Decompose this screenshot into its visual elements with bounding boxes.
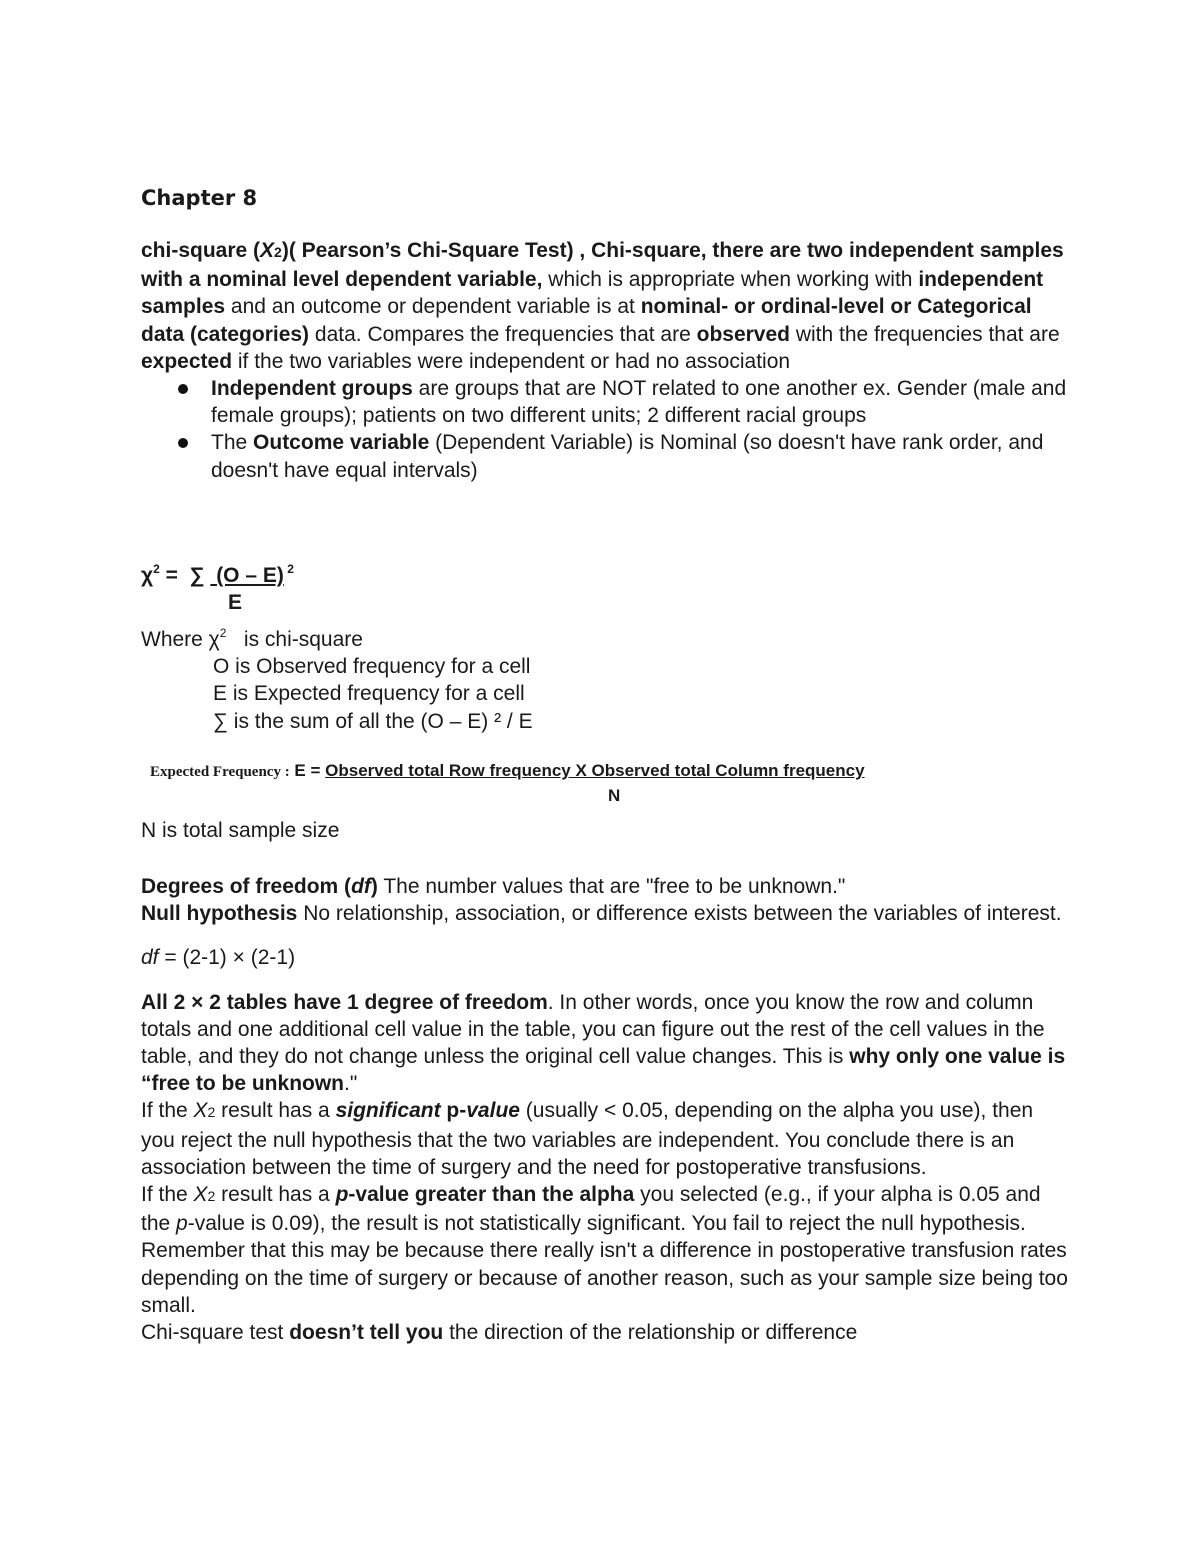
sig-text-1: If the: [141, 1099, 194, 1123]
intro-text-3: data. Compares the frequencies that are: [309, 322, 697, 346]
ns-p-italic: p: [335, 1183, 349, 1207]
df-eq-text: = (2-1) × (2-1): [158, 946, 296, 970]
lower-section: [141, 873, 1071, 1346]
df-text: The number values that are "free to be unknown.": [377, 875, 846, 898]
intro-bold-3: independent samples: [141, 268, 1044, 319]
formula-denominator: E: [228, 591, 243, 614]
sig-x: X: [193, 1099, 208, 1123]
chi-symbol: χ: [141, 564, 154, 587]
df-eq-italic: df: [141, 946, 159, 970]
ns-x: X: [193, 1183, 208, 1207]
chapter-heading: Chapter 8: [141, 186, 258, 210]
df-bold-close: ): [370, 875, 378, 898]
last-text-1: Chi-square test: [141, 1321, 290, 1345]
where-line-1: [141, 620, 533, 653]
numerator-sup: 2: [283, 562, 294, 576]
n-total-text: N is total sample size: [141, 819, 340, 842]
where-chi: Where χ: [141, 628, 220, 651]
expected-frequency-formula: [150, 761, 865, 781]
df-italic: df: [351, 875, 371, 898]
intro-bold-6: expected: [141, 349, 233, 373]
null-hypothesis: [141, 900, 1071, 927]
sig-x-sub: 2: [207, 1104, 216, 1121]
bullet-2-bold: Outcome variable: [253, 431, 430, 455]
intro-bold-2: )( Pearson’s Chi-Square Test) , Chi-square, there are two independent samples with a nominal level dependent variable,: [141, 239, 1064, 292]
list-item: [211, 429, 1071, 483]
ns-text-3: you selected (e.g., if your alpha is 0.05 and the: [141, 1183, 1041, 1236]
intro-section: [141, 237, 1071, 484]
tables-text: . In other words, once you know the row and column totals and one additional cell value in the table, you can figure out the rest of the cell values in the table, and they do not change unless the original cell value changes. This is: [141, 990, 1045, 1069]
ns-text-4: -value is 0.09), the result is not statistically significant. You fail to reject the null hypothesis. Remember that this may be because there really isn't a difference in postoperative transfusion rates depending on the time of surgery or because of another reason, such as your sample size being too small.: [141, 1212, 1068, 1317]
sig-text-2: result has a: [215, 1099, 336, 1123]
bullet-1-text: are groups that are NOT related to one another ex. Gender (male and female groups); patients on two different units; 2 different racial groups: [211, 377, 1067, 428]
bullet-1-bold: Independent groups: [211, 377, 413, 401]
last-text-2: the direction of the relationship or difference: [443, 1321, 858, 1345]
tables-paragraph: [141, 989, 1071, 1098]
where-chi-text: is chi-square: [226, 628, 363, 651]
df-bold: Degrees of freedom (: [141, 875, 352, 898]
ns-x-sub: 2: [207, 1188, 216, 1205]
intro-x: X: [260, 239, 275, 262]
formula-numerator: (O – E): [210, 564, 284, 587]
ns-text-1: If the: [141, 1183, 194, 1207]
expected-numerator: Observed total Row frequency X Observed total Column frequency: [325, 761, 865, 780]
list-item: [211, 375, 1071, 429]
expected-denominator: N: [608, 786, 621, 805]
sig-p: p-: [440, 1099, 467, 1123]
bullet-2-pre: The: [211, 431, 254, 455]
null-bold: Null hypothesis: [141, 902, 298, 926]
where-chi-sup: 2: [219, 626, 227, 640]
bullet-list: [141, 375, 1071, 484]
tables-bold: All 2 × 2 tables have 1 degree of freedom: [141, 990, 548, 1014]
intro-bold-4: nominal- or ordinal-level or Categorical data (categories): [141, 295, 1032, 346]
equals-sum: = ∑: [159, 564, 211, 587]
where-line-2: O is Observed frequency for a cell: [213, 655, 531, 679]
intro-text-4: with the frequencies that are: [790, 322, 1060, 346]
last-bold: doesn’t tell you: [289, 1321, 444, 1345]
intro-text-2: and an outcome or dependent variable is at: [225, 295, 641, 319]
sig-text-3: (usually < 0.05, depending on the alpha you use), then you reject the null hypothesis that the two variables are independent. You conclude there is an association between the time of surgery and the need for postoperative transfusions.: [141, 1099, 1034, 1179]
sig-pvalue: value: [466, 1099, 520, 1123]
intro-x-sub: 2: [274, 244, 282, 260]
chi-square-formula: [141, 562, 294, 614]
null-text: No relationship, association, or difference exists between the variables of interest.: [297, 902, 1062, 926]
sig-bold-italic: significant: [335, 1099, 441, 1123]
ns-text-2: result has a: [215, 1183, 336, 1207]
intro-bold-1: chi-square (: [141, 239, 261, 262]
expected-eq: E =: [289, 761, 326, 780]
intro-text-5: if the two variables were independent or had no association: [232, 349, 791, 373]
bullet-2-text: (Dependent Variable) is Nominal (so doesn't have rank order, and doesn't have equal intervals): [211, 431, 1044, 482]
chi-squared-sup: 2: [153, 562, 160, 576]
df-definition: [141, 873, 1071, 900]
why-end: .": [344, 1072, 358, 1096]
expected-label: Expected Frequency :: [150, 764, 290, 780]
df-equation: [141, 944, 1071, 971]
ns-bold: -value greater than the alpha: [348, 1183, 635, 1207]
not-significant-paragraph: [141, 1181, 1071, 1319]
intro-paragraph: [141, 237, 1071, 375]
ns-p-italic-2: p: [176, 1212, 188, 1236]
why-bold: why only one value is “free to be unknown: [141, 1045, 1066, 1096]
where-line-4: ∑ is the sum of all the (O – E) ² / E: [213, 709, 533, 733]
significant-paragraph: [141, 1097, 1071, 1181]
where-line-3: E is Expected frequency for a cell: [213, 682, 525, 706]
where-definitions: [141, 620, 533, 735]
intro-bold-5: observed: [696, 322, 790, 346]
last-paragraph: [141, 1319, 1071, 1346]
intro-text-1: which is appropriate when working with: [542, 268, 919, 292]
